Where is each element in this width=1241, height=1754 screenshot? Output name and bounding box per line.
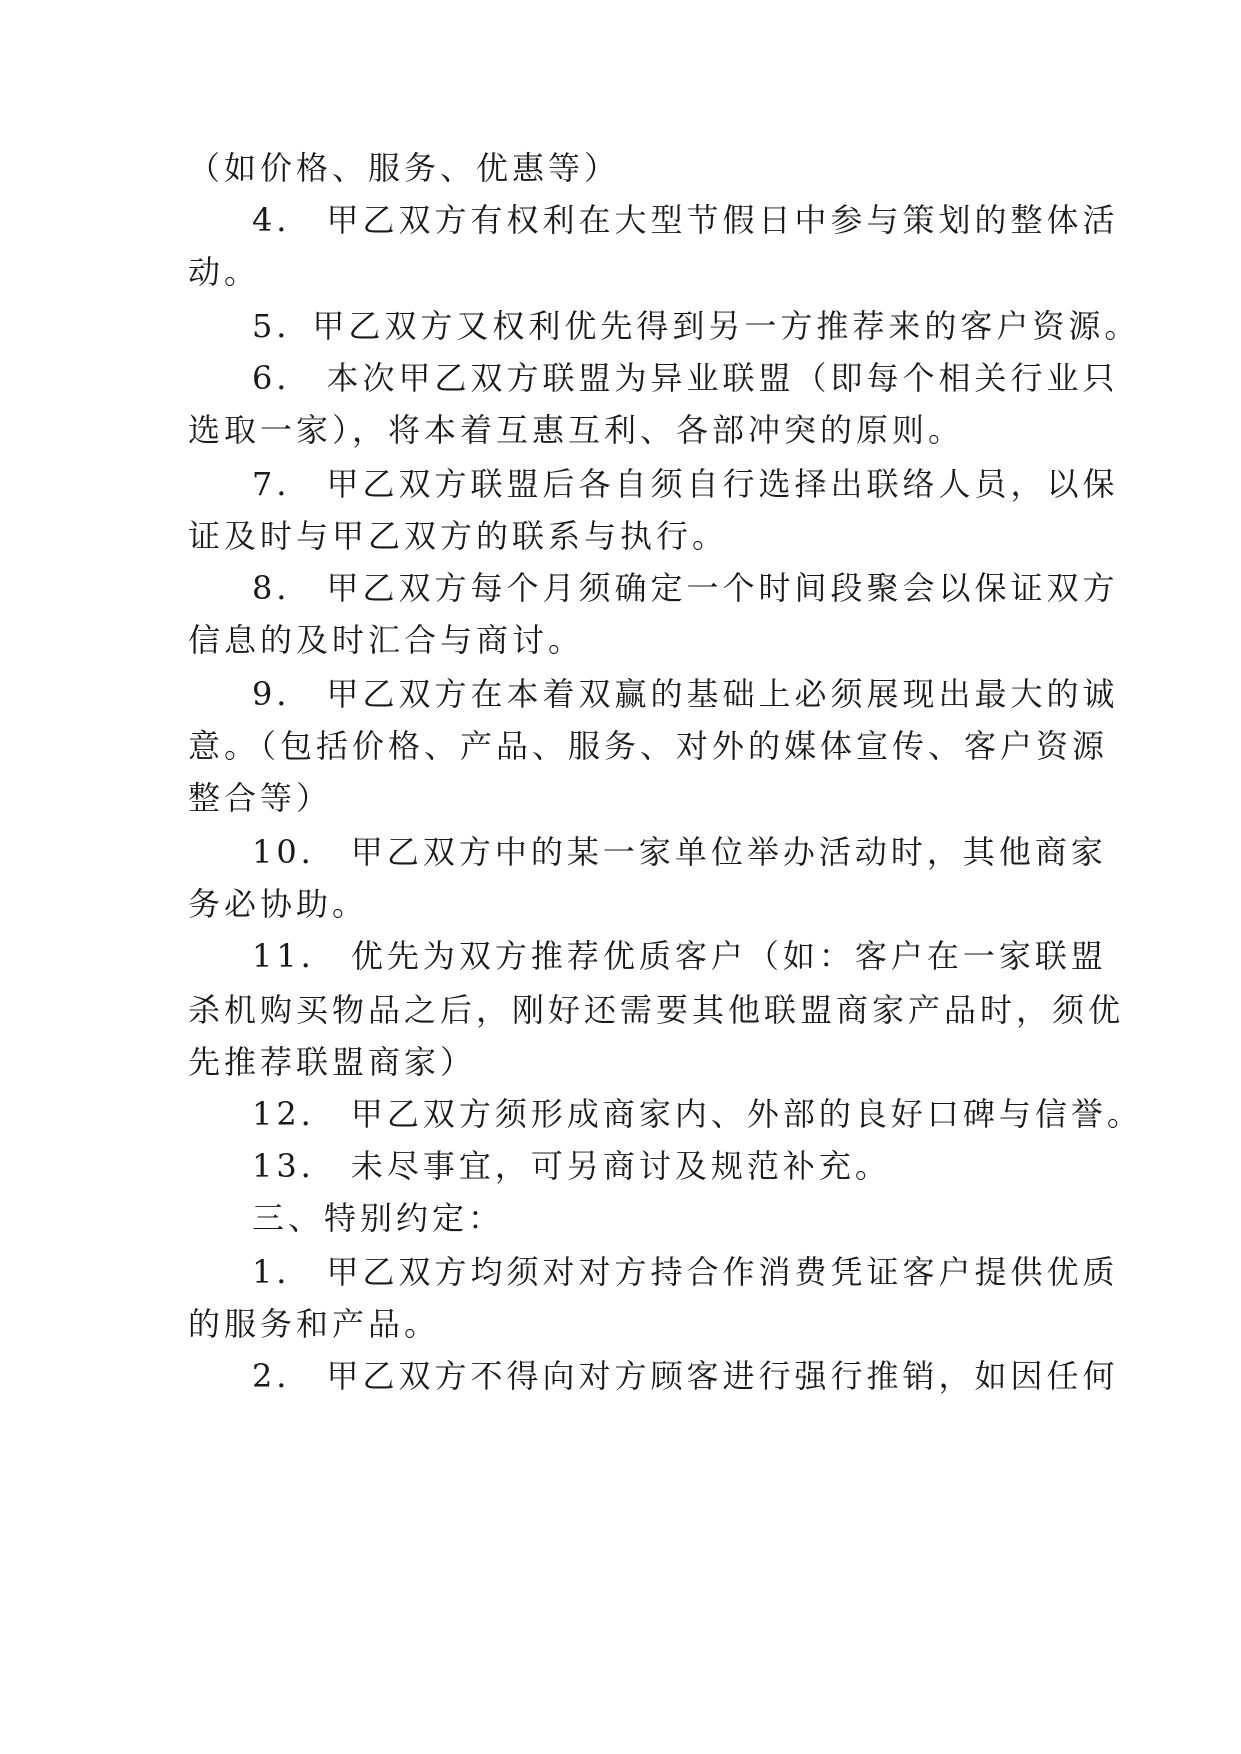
text-line: 1． 甲乙双方均须对对方持合作消费凭证客户提供优质 <box>252 1253 1119 1291</box>
text-line: 证及时与甲乙双方的联系与执行。 <box>188 517 729 555</box>
text-line: 7． 甲乙双方联盟后各自须自行选择出联络人员，以保 <box>252 465 1119 503</box>
text-line: 4． 甲乙双方有权利在大型节假日中参与策划的整体活 <box>252 201 1119 239</box>
text-line: 杀机购买物品之后，刚好还需要其他联盟商家产品时，须优 <box>188 991 1125 1029</box>
section-heading: 三、特别约定： <box>252 1199 505 1237</box>
text-line: 9． 甲乙双方在本着双赢的基础上必须展现出最大的诚 <box>252 675 1119 713</box>
text-line: 动。 <box>188 253 261 291</box>
text-line: 信息的及时汇合与商讨。 <box>188 621 585 659</box>
text-line: 6． 本次甲乙双方联盟为异业联盟（即每个相关行业只 <box>252 359 1119 397</box>
text-line: 5．甲乙双方又权利优先得到另一方推荐来的客户资源。 <box>252 307 1141 345</box>
text-line: （如价格、服务、优惠等） <box>188 149 621 187</box>
text-line: 8． 甲乙双方每个月须确定一个时间段聚会以保证双方 <box>252 569 1119 607</box>
text-line: 11． 优先为双方推荐优质客户（如：客户在一家联盟 <box>252 937 1107 975</box>
text-line: 务必协助。 <box>188 885 369 923</box>
text-line: 整合等） <box>188 779 333 817</box>
text-line: 意。（包括价格、产品、服务、对外的媒体宣传、客户资源 <box>188 727 1109 765</box>
text-line: 选取一家），将本着互惠互利、各部冲突的原则。 <box>188 411 965 449</box>
text-line: 2． 甲乙双方不得向对方顾客进行强行推销，如因任何 <box>252 1357 1119 1395</box>
text-line: 的服务和产品。 <box>188 1305 441 1343</box>
text-line: 先推荐联盟商家） <box>188 1043 477 1081</box>
text-line: 12． 甲乙双方须形成商家内、外部的良好口碑与信誉。 <box>252 1095 1143 1133</box>
text-line: 10． 甲乙双方中的某一家单位举办活动时，其他商家 <box>252 833 1107 871</box>
text-line: 13． 未尽事宜，可另商讨及规范补充。 <box>252 1147 891 1185</box>
